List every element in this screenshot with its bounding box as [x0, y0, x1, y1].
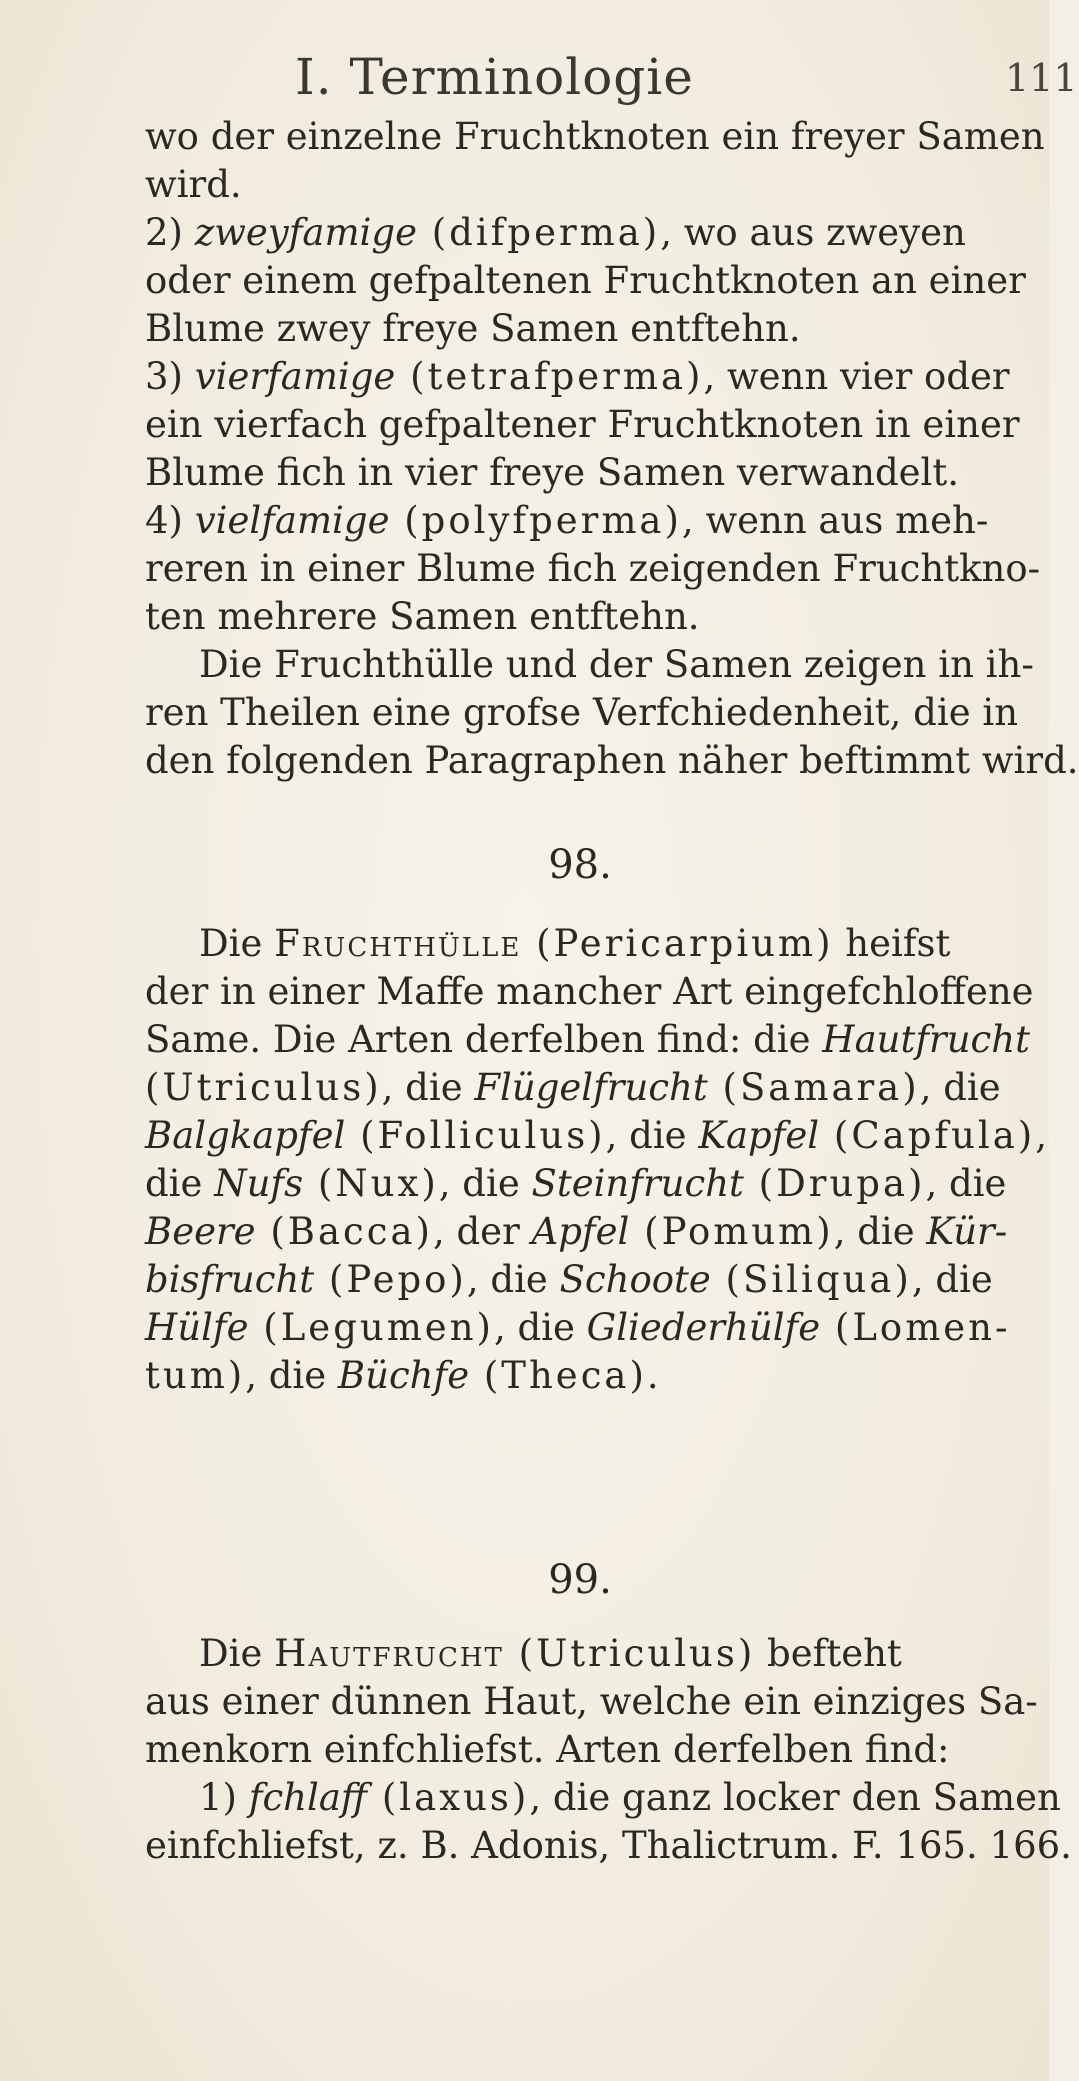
text-line: Die Hautfrucht (Utriculus) befteht — [199, 1632, 902, 1675]
text-line: einfchliefst, z. B. Adonis, Thalictrum. F. 165. 166. — [145, 1824, 1072, 1867]
text-line: ren Theilen eine grofse Verfchiedenheit, die in — [145, 691, 1019, 734]
text-line: 2) zweyfamige (difperma), wo aus zweyen — [145, 211, 966, 254]
text-line: 4) vielfamige (polyfperma), wenn aus meh- — [145, 499, 989, 542]
text-line: tum), die Büchfe (Theca). — [145, 1354, 659, 1397]
page-header — [0, 48, 1078, 108]
section-number: 99. — [548, 1557, 612, 1603]
paragraph-continuation — [145, 113, 1079, 785]
text-line: der in einer Maffe mancher Art eingefchloffene — [145, 970, 1034, 1013]
text-line: Beere (Bacca), der Apfel (Pomum), die Kür- — [145, 1210, 1008, 1253]
text-line: Hülfe (Legumen), die Gliederhülfe (Lomen- — [145, 1306, 1011, 1349]
text-line: bisfrucht (Pepo), die Schoote (Siliqua), die — [145, 1258, 993, 1301]
section-98-body — [145, 920, 1048, 1400]
text-line: Balgkapfel (Folliculus), die Kapfel (Capfula), — [145, 1114, 1048, 1157]
text-line: 3) vierfamige (tetrafperma), wenn vier oder — [145, 355, 1010, 398]
section-99 — [145, 1555, 1015, 1605]
text-line: reren in einer Blume fich zeigenden Fruchtkno- — [145, 547, 1041, 590]
text-line: oder einem gefpaltenen Fruchtknoten an einer — [145, 259, 1026, 302]
text-line: ten mehrere Samen entftehn. — [145, 595, 700, 638]
text-line: aus einer dünnen Haut, welche ein einziges Sa- — [145, 1680, 1038, 1723]
section-number: 98. — [548, 842, 612, 888]
text-line: wo der einzelne Fruchtknoten ein freyer Samen — [145, 115, 1045, 158]
text-line: wird. — [145, 163, 242, 206]
text-line: Blume zwey freye Samen entftehn. — [145, 307, 801, 350]
text-line: Die Fruchthülle (Pericarpium) heifst — [199, 922, 951, 965]
text-line: menkorn einfchliefst. Arten derfelben find: — [145, 1728, 950, 1771]
page-number: 111 — [1005, 56, 1078, 100]
running-head: I. Terminologie — [295, 48, 694, 106]
text-line: Die Fruchthülle und der Samen zeigen in ih- — [199, 643, 1034, 686]
section-98 — [145, 840, 1015, 890]
text-line: (Utriculus), die Flügelfrucht (Samara), die — [145, 1066, 1001, 1109]
section-99-body — [145, 1630, 1072, 1870]
text-line: die Nufs (Nux), die Steinfrucht (Drupa), die — [145, 1162, 1007, 1205]
text-line: Blume fich in vier freye Samen verwandelt. — [145, 451, 959, 494]
text-line: 1) fchlaff (laxus), die ganz locker den Samen — [199, 1776, 1061, 1819]
text-line: ein vierfach gefpaltener Fruchtknoten in einer — [145, 403, 1020, 446]
text-line: den folgenden Paragraphen näher beftimmt wird. — [145, 739, 1079, 782]
text-line: Same. Die Arten derfelben find: die Hautfrucht — [145, 1018, 1030, 1061]
